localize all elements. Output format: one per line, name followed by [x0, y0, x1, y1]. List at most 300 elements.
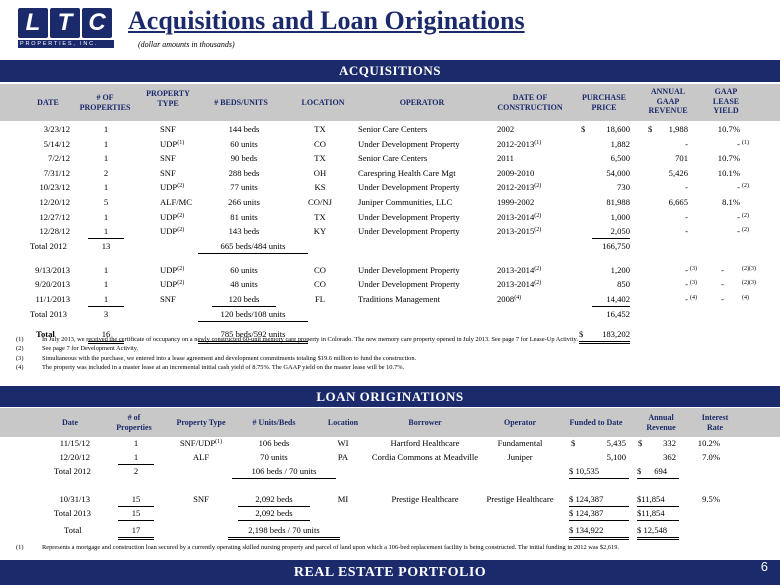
props-cell: 1 [133, 438, 139, 448]
construction-cell [497, 293, 567, 306]
date-cell: 9/13/2013 [35, 264, 70, 275]
header-line: Properties [116, 422, 152, 432]
date-cell: 12/28/12 [39, 226, 70, 237]
price-cell: 166,750 [602, 240, 630, 251]
col-num-properties [104, 413, 164, 432]
revenue-cell: 701 [675, 153, 688, 164]
construction-text: 2013-2014 [497, 279, 535, 290]
date-cell: 11/1/2013 [35, 294, 70, 304]
location-cell: TX [314, 153, 326, 164]
footnote-ref: (4) [690, 295, 697, 301]
type-text: SNF [160, 294, 176, 304]
construction-cell [497, 196, 567, 209]
construction-cell [497, 264, 567, 277]
props-cell: 2 [133, 466, 139, 476]
header-line: LEASE [712, 96, 740, 106]
operator-cell: Senior Care Centers [358, 124, 428, 134]
props-cell: 15 [118, 507, 154, 521]
footnote [16, 354, 578, 363]
date-cell: 12/27/12 [39, 211, 70, 222]
footnote-ref: (2) [177, 183, 185, 190]
operator-cell: Under Development Property [358, 211, 460, 222]
units-cell: 2,198 beds / 70 units [228, 524, 340, 540]
funded-cell: $ 10,535 [569, 465, 629, 479]
col-date: Date [62, 418, 78, 427]
props-cell: 1 [103, 279, 109, 290]
footnote [16, 344, 578, 353]
beds-cell: 665 beds/484 units [198, 240, 308, 254]
location-cell: CO [314, 138, 326, 149]
props-cell: 1 [103, 211, 109, 222]
total-label: Total [36, 328, 55, 339]
yield-footnote [742, 211, 768, 224]
yield-footnote [742, 138, 768, 151]
yield-footnote [742, 278, 772, 291]
footnote-num: (1) [16, 544, 24, 551]
props-cell: 1 [88, 225, 124, 239]
location-cell: CO [314, 264, 326, 275]
units-cell: 106 beds / 70 units [232, 465, 336, 479]
footnote-ref: (2) [534, 183, 542, 190]
footnote-ref: (2)(3) [742, 265, 756, 272]
beds-cell: 81 units [230, 211, 258, 222]
col-location: Location [327, 418, 359, 427]
footnote-ref: (1) [215, 439, 223, 445]
yield-cell: - [721, 264, 724, 275]
ltc-logo [18, 8, 118, 54]
funded-cell: $ 134,922 [569, 524, 629, 540]
type-text: SNF [160, 153, 176, 164]
page-title: Acquisitions and Loan Originations [128, 6, 525, 35]
beds-cell: 60 units [230, 138, 258, 149]
currency-sign: $ [581, 124, 586, 134]
header-line: PROPERTY [146, 89, 190, 98]
beds-cell: 143 beds [228, 226, 260, 237]
operator-cell: Carespring Health Care Mgt [358, 167, 456, 178]
header-line: # OF [96, 93, 114, 102]
price-cell: 16,452 [606, 308, 630, 319]
header-line: GAAP [714, 87, 738, 96]
total-label: Total [64, 525, 82, 535]
yield-cell: 8.1% [722, 197, 740, 207]
price-cell: 850 [617, 279, 630, 290]
col-construction [488, 93, 572, 112]
table-row [0, 167, 780, 180]
yield-cell: - [737, 138, 740, 149]
type-cell [160, 181, 210, 194]
header-line: ANNUAL [650, 87, 686, 96]
col-borrower: Borrower [408, 418, 442, 427]
type-text: UDP [160, 264, 178, 275]
borrower-cell: Prestige Healthcare [391, 494, 459, 504]
type-cell [160, 123, 210, 136]
currency-sign: $ [579, 328, 591, 344]
construction-text: 2009-2010 [497, 167, 535, 178]
header-line: # of [127, 413, 141, 422]
props-cell: 17 [118, 524, 154, 540]
revenue-cell: - [685, 211, 688, 222]
props-cell: 1 [103, 138, 109, 149]
revenue-footnote [690, 278, 706, 291]
col-operator: OPERATOR [399, 98, 445, 107]
revenue-footnote [690, 264, 706, 277]
yield-cell: - [737, 182, 740, 193]
table-row [0, 493, 780, 506]
funded-cell: $ 124,387 [569, 493, 629, 507]
props-cell: 1 [103, 124, 109, 134]
acquisitions-header-row [0, 84, 780, 121]
construction-text: 2008 [497, 294, 515, 304]
units-cell: 106 beds [258, 438, 290, 448]
type-text: UDP [160, 138, 178, 149]
date-cell: 7/31/12 [43, 167, 70, 178]
construction-cell [497, 167, 567, 180]
beds-cell: 288 beds [228, 167, 260, 178]
construction-cell [497, 138, 567, 151]
type-text: UDP [160, 211, 178, 222]
type-text: SNF/UDP [179, 438, 216, 448]
operator-cell: Juniper [507, 452, 533, 462]
footnote-ref: (2) [742, 227, 749, 234]
revenue-cell: - [685, 264, 688, 275]
price-cell: 54,000 [606, 167, 630, 178]
type-cell [160, 278, 210, 291]
revenue-cell: - [685, 279, 688, 290]
total-row [0, 465, 780, 478]
funded-cell: $ 124,387 [569, 507, 629, 521]
footnote-ref: (2) [177, 265, 185, 272]
currency-sign: $ [648, 124, 653, 134]
real-estate-portfolio-banner: REAL ESTATE PORTFOLIO [0, 560, 780, 585]
table-row [0, 196, 780, 209]
yield-cell: - [721, 279, 724, 290]
table-row [0, 138, 780, 151]
currency-sign: $ [638, 438, 643, 448]
construction-text: 2012-2013 [497, 138, 535, 149]
header-line: PURCHASE [581, 93, 626, 102]
grand-total-row [0, 524, 780, 537]
revenue-cell: - [685, 182, 688, 193]
type-text: ALF [192, 452, 210, 462]
total-row [0, 240, 780, 253]
col-property-type: Property Type [176, 418, 226, 427]
construction-text: 2012-2013 [497, 182, 535, 193]
date-cell: 5/14/12 [43, 138, 70, 149]
revenue-cell: $ 694 [637, 465, 679, 479]
props-cell: 1 [88, 293, 124, 307]
construction-cell [497, 152, 567, 165]
type-cell [160, 196, 210, 209]
beds-cell: 48 units [230, 279, 258, 290]
col-purchase-price [576, 93, 632, 112]
footnote-ref: (2) [742, 183, 749, 190]
type-cell [160, 264, 210, 277]
units-cell: 70 units [260, 452, 288, 462]
funded-cell: 5,100 [606, 452, 626, 462]
col-operator: Operator [504, 418, 536, 427]
location-cell: KY [313, 226, 327, 237]
table-row [0, 278, 780, 291]
footnote-ref: (2) [534, 212, 542, 219]
operator-cell: Juniper Communities, LLC [358, 197, 453, 207]
price-cell: 18,600 [606, 124, 630, 134]
price-cell: 1,200 [610, 264, 630, 275]
date-cell: 7/2/12 [48, 153, 70, 164]
location-cell: PA [337, 452, 349, 462]
type-text: UDP [160, 226, 178, 237]
revenue-cell: - [685, 138, 688, 149]
yield-cell: 10.7% [717, 124, 740, 134]
table-row [0, 152, 780, 165]
total-row [0, 308, 780, 321]
header-line: PROPERTIES [79, 102, 131, 112]
footnote-ref: (2) [742, 212, 749, 219]
footnote-ref: (2) [177, 227, 185, 234]
type-text: ALF/MC [160, 197, 192, 207]
logo-subtitle: PROPERTIES, INC. [18, 40, 114, 48]
header-line: Annual [648, 413, 674, 422]
price-cell: 6,500 [610, 153, 630, 164]
loan-originations-banner: LOAN ORIGINATIONS [0, 386, 780, 407]
revenue-cell: $11,854 [637, 507, 679, 521]
rate-cell: 10.2% [697, 438, 720, 448]
yield-cell: 10.1% [717, 167, 740, 178]
beds-cell: 77 units [230, 182, 258, 193]
total-row [0, 507, 780, 520]
operator-cell: Under Development Property [358, 264, 460, 275]
price-cell: 14,402 [592, 293, 630, 307]
loans-footnotes [16, 543, 619, 552]
loans-header-row [0, 408, 780, 437]
type-cell [160, 167, 210, 180]
date-cell: 12/20/12 [59, 452, 90, 462]
revenue-cell: - [685, 294, 688, 304]
col-beds-units: # BEDS/UNITS [214, 98, 268, 107]
logo-letter: C [82, 8, 112, 38]
col-lease-yield [700, 87, 752, 116]
location-cell: CO [314, 279, 326, 290]
header-line: Revenue [646, 422, 676, 432]
footnote-ref: (2) [177, 280, 185, 287]
type-cell: SNF [193, 494, 209, 504]
table-row [0, 211, 780, 224]
header-line: GAAP [656, 96, 680, 106]
footnote [16, 543, 619, 552]
type-text: SNF [160, 167, 176, 178]
operator-cell: Senior Care Centers [358, 153, 428, 164]
footnote-text: See page 7 for Development Activity. [42, 345, 139, 353]
yield-footnote [742, 181, 768, 194]
footnote-num: (2) [16, 345, 24, 353]
operator-cell: Under Development Property [358, 182, 460, 193]
units-cell: 2,092 beds [238, 493, 310, 507]
header-line: PRICE [591, 102, 617, 112]
col-interest-rate [690, 413, 740, 432]
price-cell: 1,882 [610, 138, 630, 149]
revenue-cell: $11,854 [637, 493, 679, 507]
location-cell: FL [314, 294, 326, 304]
yield-cell: 10.7% [717, 153, 740, 164]
header-line: Interest [701, 413, 729, 422]
operator-cell: Fundamental [497, 438, 543, 448]
beds-cell: 60 units [230, 264, 258, 275]
operator-cell: Under Development Property [358, 279, 460, 290]
borrower-cell: Hartford Healthcare [390, 438, 460, 448]
props-cell: 15 [118, 493, 154, 507]
type-cell [160, 211, 210, 224]
page-subtitle: (dollar amounts in thousands) [138, 40, 235, 49]
revenue-footnote [690, 293, 706, 306]
footnote-ref: (2)(3) [742, 280, 756, 287]
location-cell: MI [337, 494, 349, 504]
col-location: LOCATION [301, 98, 345, 107]
header-line: YIELD [713, 106, 739, 115]
col-annual-revenue [640, 87, 696, 116]
footnote-ref: (4) [514, 295, 522, 301]
type-text: UDP [160, 182, 178, 193]
date-cell: 10/23/12 [39, 182, 70, 193]
currency-sign: $ [571, 438, 576, 448]
yield-footnote [742, 264, 772, 277]
rate-cell: 9.5% [702, 494, 720, 504]
type-cell [160, 293, 210, 306]
props-cell: 2 [103, 167, 109, 178]
footnote-text: Represents a mortgage and construction loan secured by a currently operating skilled nursing property and parcel of land upon which a 106-bed replacement facility is being constructed. The initial funding in 2012 was $2,619. [42, 544, 620, 551]
acquisitions-banner: ACQUISITIONS [0, 60, 780, 82]
rate-cell: 7.0% [702, 452, 720, 462]
construction-text: 2013-2015 [497, 226, 535, 237]
footnote-ref: (2) [534, 280, 542, 287]
footnote-ref: (1) [742, 139, 749, 146]
beds-cell: 120 beds [212, 293, 276, 307]
table-row [0, 437, 780, 450]
beds-cell: 90 beds [230, 153, 258, 164]
beds-cell: 785 beds/592 units [198, 328, 308, 344]
type-text: UDP [160, 279, 178, 290]
beds-cell: 266 units [228, 197, 260, 207]
header-line: CONSTRUCTION [497, 102, 563, 112]
col-annual-revenue [636, 413, 686, 432]
revenue-cell: 5,426 [668, 167, 688, 178]
yield-cell: - [737, 211, 740, 222]
construction-cell [497, 123, 567, 136]
total-label: Total 2012 [54, 466, 91, 476]
footnote-ref: (3) [690, 265, 697, 272]
type-cell [160, 225, 210, 238]
table-row [0, 293, 780, 306]
props-cell: 3 [103, 308, 109, 319]
revenue-cell: - [685, 226, 688, 237]
footnote [16, 335, 578, 344]
construction-text: 2011 [497, 153, 514, 164]
revenue-cell: 1,988 [668, 124, 688, 134]
revenue-cell: 362 [663, 452, 676, 462]
footnote-ref: (1) [534, 139, 542, 146]
footnote-ref: (2) [534, 227, 542, 234]
date-cell: 3/23/12 [43, 124, 70, 134]
footnote-ref: (2) [177, 212, 185, 219]
revenue-cell: 6,665 [668, 197, 688, 207]
header-line: Rate [707, 422, 723, 432]
construction-text: 2013-2014 [497, 211, 535, 222]
props-cell: 1 [103, 264, 109, 275]
operator-cell: Traditions Management [358, 294, 441, 304]
construction-text: 1999-2002 [497, 197, 535, 207]
acquisitions-footnotes [16, 335, 578, 373]
props-cell: 1 [103, 153, 109, 164]
type-text: SNF [160, 124, 176, 134]
footnote-text: In July 2013, we received the certificate of occupancy on a newly constructed 60-unit memory care property in Colorado. The new memory care property opened in July 2013. See page 7 for Lease-Up Activity. [42, 336, 578, 343]
header-line: REVENUE [648, 106, 688, 115]
construction-cell [497, 278, 567, 291]
page-number: 6 [760, 559, 768, 574]
footnote-ref: (1) [177, 139, 185, 146]
date-cell: 12/20/12 [39, 197, 70, 207]
col-property-type [138, 89, 198, 108]
table-row [0, 123, 780, 136]
col-date: DATE [37, 98, 59, 107]
total-label: Total 2013 [54, 508, 91, 518]
beds-cell: 120 beds/108 units [198, 308, 308, 322]
yield-footnote [742, 225, 768, 238]
yield-footnote [742, 293, 772, 306]
props-cell: 5 [103, 197, 109, 207]
footnote-num: (3) [16, 354, 24, 362]
construction-cell [497, 225, 567, 238]
date-cell: 9/20/2013 [35, 279, 70, 290]
price-cell: 730 [617, 182, 630, 193]
col-funded-to-date: Funded to Date [569, 418, 623, 427]
footnote-ref: (3) [690, 280, 697, 287]
type-cell [160, 138, 210, 151]
yield-cell: - [721, 294, 724, 304]
props-cell: 16 [88, 328, 124, 344]
location-cell: TX [314, 211, 326, 222]
price-cell: 2,050 [592, 225, 630, 239]
table-row [0, 181, 780, 194]
total-label: Total 2013 [30, 308, 67, 319]
price-cell: 183,202 [590, 328, 630, 344]
type-cell [160, 152, 210, 165]
col-units-beds: # Units/Beds [252, 418, 296, 427]
footnote-ref: (4) [742, 295, 749, 301]
borrower-cell: Cordia Commons at Meadville [371, 452, 479, 462]
footnote-ref: (2) [534, 265, 542, 272]
header-line: DATE OF [512, 93, 548, 102]
construction-text: 2013-2014 [497, 264, 535, 275]
units-cell: 2,092 beds [238, 507, 310, 521]
header-line: TYPE [157, 98, 179, 108]
footnote-text: The property was included in a master lease at an incremental initial cash yield of 8.75%. The GAAP yield on the master lease will be 10.7%. [42, 364, 405, 372]
beds-cell: 144 beds [228, 124, 260, 134]
footnote-num: (1) [16, 336, 24, 343]
type-cell [168, 451, 234, 464]
location-cell: KS [314, 182, 326, 193]
price-cell: 1,000 [610, 211, 630, 222]
footnote-text: Simultaneous with the purchase, we entered into a lease agreement and development commitments totaling $19.6 million to fund the construction. [42, 354, 417, 362]
operator-cell: Under Development Property [358, 226, 460, 237]
location-cell: WI [337, 438, 349, 448]
props-cell: 1 [118, 451, 154, 465]
location-cell: TX [314, 124, 326, 134]
yield-cell: - [737, 226, 740, 237]
table-row [0, 451, 780, 464]
col-num-properties [72, 93, 138, 112]
funded-cell: 5,435 [606, 438, 626, 448]
total-label: Total 2012 [30, 240, 67, 251]
logo-letter: T [50, 8, 80, 38]
revenue-cell: $ 12,548 [637, 524, 679, 540]
